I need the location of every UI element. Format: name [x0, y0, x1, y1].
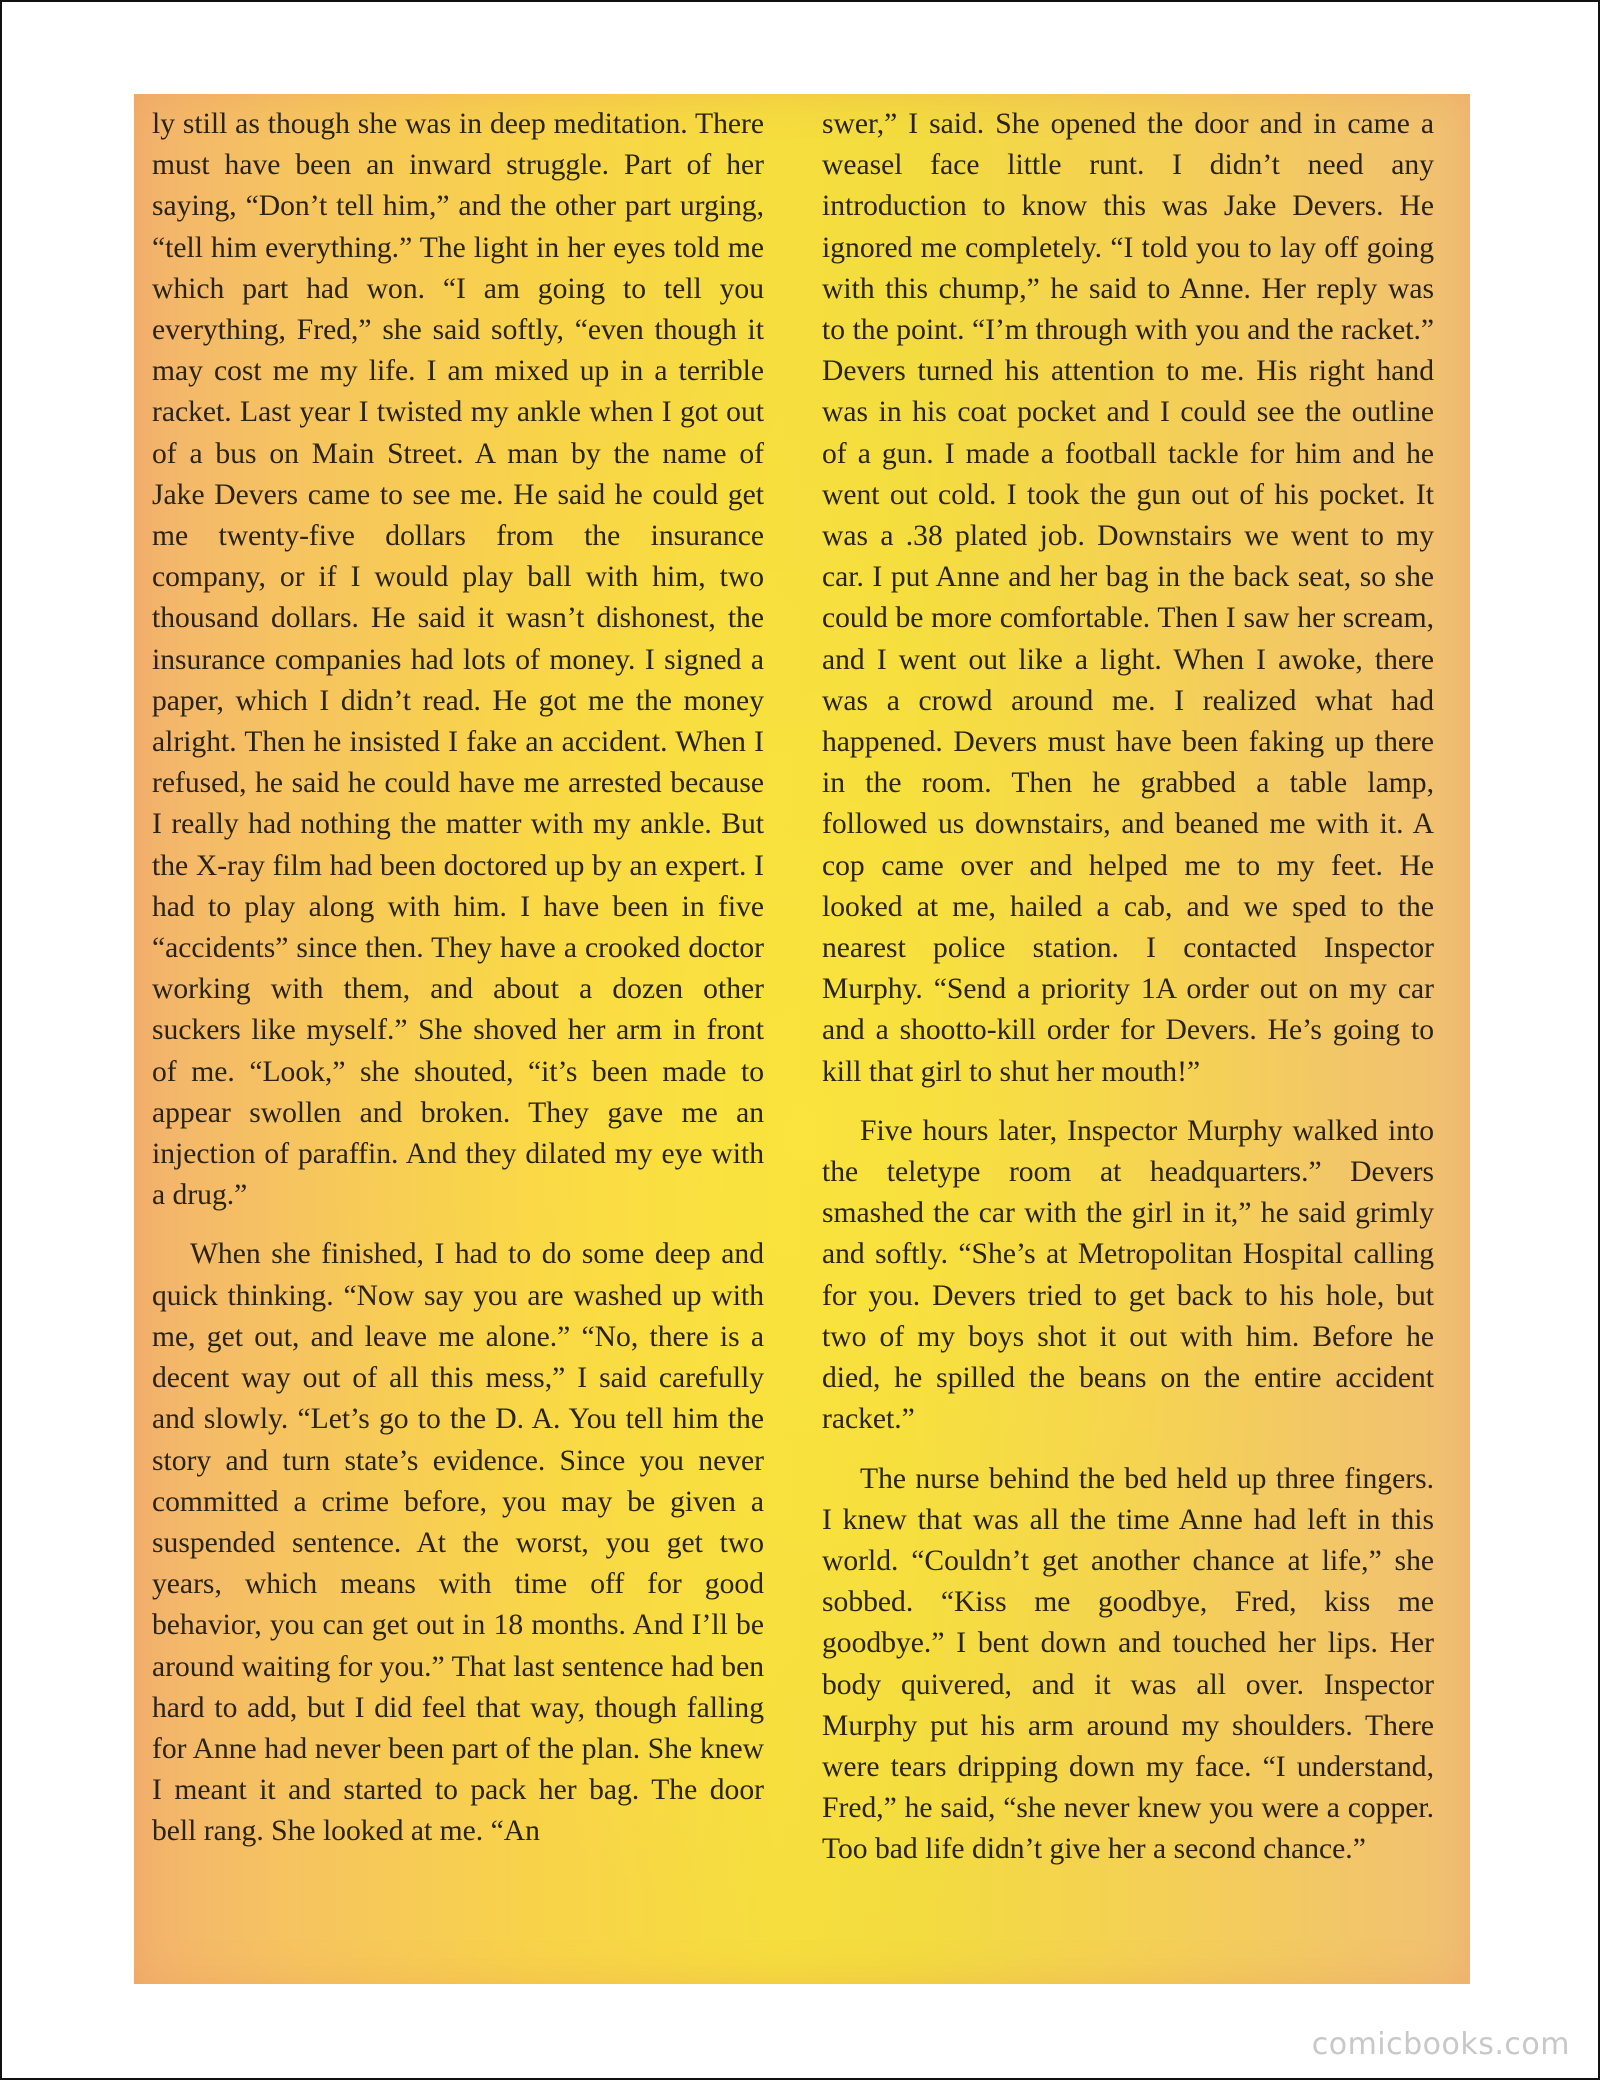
watermark: comicbooks.com	[1311, 2027, 1570, 2062]
paragraph: ly still as though she was in deep meditation. There must have been an inward struggle. Part of her saying, “Don’t tell him,” and the other part urging, “tell him everything.” The light in her eyes told me which part had won. “I am going to tell you everything, Fred,” she said softly, “even though it may cost me my life. I am mixed up in a terrible racket. Last year I twisted my ankle when I got out of a bus on Main Street. A man by the name of Jake Devers came to see me. He said he could get me twenty-five dollars from the insurance company, or if I would play ball with him, two thousand dollars. He said it wasn’t dishonest, the insurance companies had lots of money. I signed a paper, which I didn’t read. He got me the money alright. Then he insisted I fake an accident. When I refused, he said he could have me arrested because I really had nothing the matter with my ankle. But the X-ray film had been doctored up by an expert. I had to play along with him. I have been in five “accidents” since then. They have a crooked doctor working with them, and about a dozen other suckers like myself.” She shoved her arm in front of me. “Look,” she shouted, “it’s been made to appear swollen and broken. They gave me an injection of paraffin. And they dilated my eye with a drug.”	[152, 108, 764, 1212]
paragraph: Five hours later, Inspector Murphy walked into the teletype room at headquarters.” Devers smashed the car with the girl in it,” he said grimly and softly. “She’s at Metropolitan Hospital calling for you. Devers tried to get back to his hole, but two of my boys shot it out with him. Before he died, he spilled the beans on the entire accident racket.”	[822, 1114, 1434, 1436]
paragraph: The nurse behind the bed held up three fingers. I knew that was all the time Anne had left in this world. “Couldn’t get another chance at life,” she sobbed. “Kiss me goodbye, Fred, kiss me goodbye.” I bent down and touched her lips. Her body quivered, and it was all over. Inspector Murphy put his arm around my shoulders. There were tears dripping down my face. “I understand, Fred,” he said, “she never knew you were a copper. Too bad life didn’t give her a second chance.”	[822, 1462, 1434, 1866]
left-column	[152, 104, 764, 1853]
right-column	[822, 104, 1434, 1871]
story-page	[134, 94, 1470, 1984]
paragraph: When she finished, I had to do some deep and quick thinking. “Now say you are washed up with me, get out, and leave me alone.” “No, there is a decent way out of all this mess,” I said carefully and slowly. “Let’s go to the D. A. You tell him the story and turn state’s evidence. Since you never committed a crime before, you may be given a suspended sentence. At the worst, you get two years, which means with time off for good behavior, you can get out in 18 months. And I’ll be around waiting for you.” That last sentence had ben hard to add, but I did feel that way, though falling for Anne had never been part of the plan. She knew I meant it and started to pack her bag. The door bell rang. She looked at me. “An	[152, 1238, 764, 1848]
paragraph: swer,” I said. She opened the door and in came a weasel face little runt. I didn’t need any introduction to know this was Jake Devers. He ignored me completely. “I told you to lay off going with this chump,” he said to Anne. Her reply was to the point. “I’m through with you and the racket.” Devers turned his attention to me. His right hand was in his coat pocket and I could see the outline of a gun. I made a football tackle for him and he went out cold. I took the gun out of his pocket. It was a .38 plated job. Downstairs we went to my car. I put Anne and her bag in the back seat, so she could be more comfortable. Then I saw her scream, and I went out like a light. When I awoke, there was a crowd around me. I realized what had happened. Devers must have been faking up there in the room. Then he grabbed a table lamp, followed us downstairs, and beaned me with it. A cop came over and helped me to my feet. He looked at me, hailed a cab, and we sped to the nearest police station. I contacted Inspector Murphy. “Send a priority 1A order out on my car and a shootto-kill order for Devers. He’s going to kill that girl to shut her mouth!”	[822, 108, 1434, 1088]
